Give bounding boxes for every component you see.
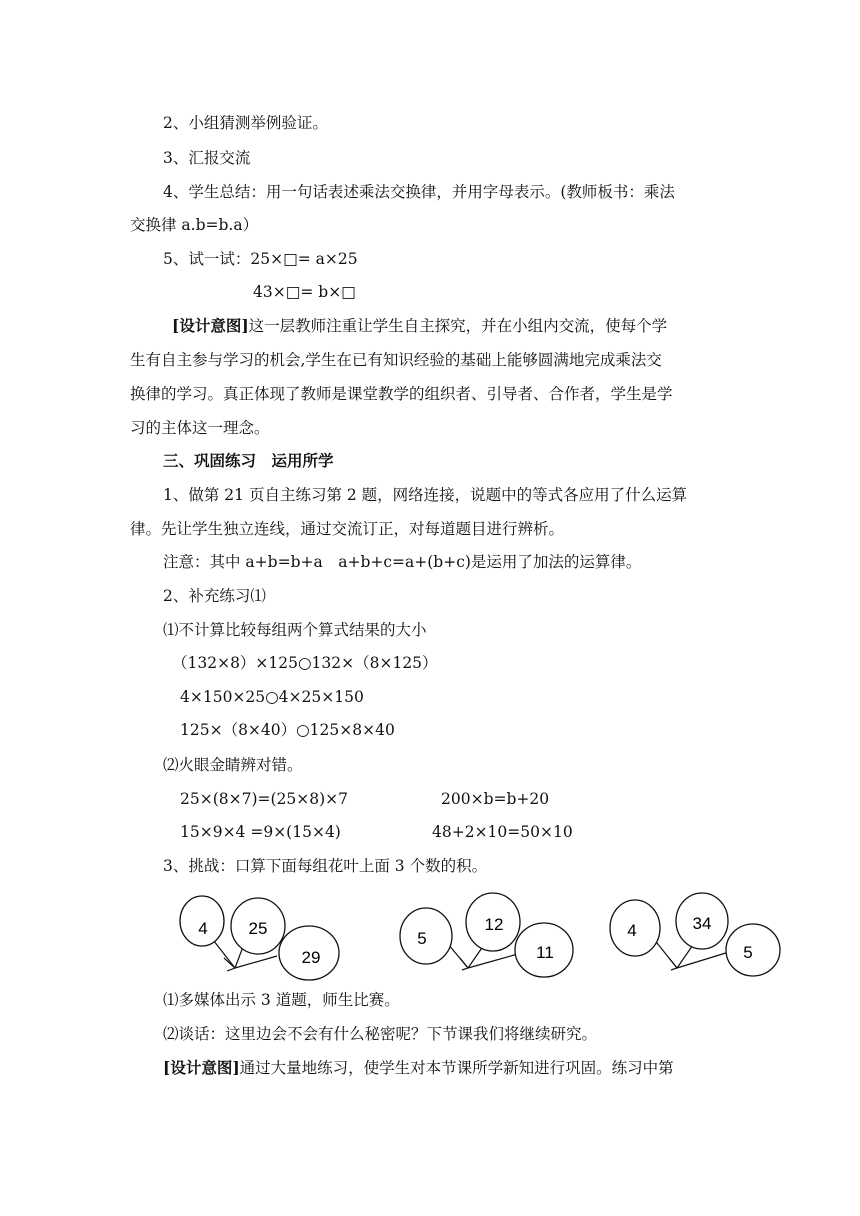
step-2: 2、小组猜测举例验证。 [163,114,328,132]
expr-5b: 48+2×10=50×10 [432,823,573,841]
question-2: ⑵谈话：这里边会不会有什么秘密呢？下节课我们将继续研究。 [163,1025,598,1043]
petal-number: 34 [692,914,712,933]
design-intent-1-line4: 习的主体这一理念。 [130,419,270,437]
design-intent-1-line2: 生有自主参与学习的机会,学生在已有知识经验的基础上能够圆满地完成乘法交 [130,351,662,369]
step-3: 3、汇报交流 [163,149,251,167]
practice-1-line2: 律。先让学生独立连线，通过交流订正，对每道题目进行辨析。 [130,520,565,538]
step-4-cont: 交换律 a.b=b.a） [130,216,259,234]
design-intent-1-line3: 换律的学习。真正体现了教师是课堂教学的组织者、引导者、合作者，学生是学 [130,385,673,403]
design-intent-tag: [设计意图] [172,316,249,335]
design-intent-text: 这一层教师注重让学生自主探究，并在小组内交流，使每个学 [248,317,668,335]
petal-number: 25 [248,919,268,938]
step-5: 5、试一试：25×□= a×25 [163,250,358,268]
flower-diagram-2 [398,886,578,986]
design-intent-text: 通过大量地练习，使学生对本节课所学新知进行巩固。练习中第 [239,1059,674,1077]
flower-diagram-3 [605,886,785,986]
petal-number: 12 [484,915,504,934]
expr-2: 4×150×25○4×25×150 [180,688,364,706]
step-5-line2: 43×□= b×□ [253,283,356,301]
section-heading: 三、巩固练习 运用所学 [163,451,334,470]
practice-2: 2、补充练习⑴ [163,587,266,605]
petal [726,924,780,976]
flower-diagram-1 [172,886,347,986]
practice-2-a: ⑴不计算比较每组两个算式结果的大小 [163,621,427,639]
practice-note: 注意：其中 a+b=b+a a+b+c=a+(b+c)是运用了加法的运算律。 [163,553,642,571]
expr-4b: 200×b=b+20 [441,790,550,808]
petal-number: 5 [417,929,427,948]
expr-3: 125×（8×40）○125×8×40 [180,721,395,739]
design-intent-tag: [设计意图] [163,1058,240,1077]
practice-2-b: ⑵火眼金睛辨对错。 [163,756,303,774]
expr-4a: 25×(8×7)=(25×8)×7 [180,790,349,808]
petal-number: 5 [743,943,753,962]
practice-1: 1、做第 21 页自主练习第 2 题，网络连接，说题中的等式各应用了什么运算 [163,486,688,504]
question-1: ⑴多媒体出示 3 道题，师生比赛。 [163,991,400,1009]
practice-3: 3、挑战：口算下面每组花叶上面 3 个数的积。 [163,857,488,875]
design-intent-1 [172,315,667,337]
expr-1: （132×8）×125○132×（8×125） [172,654,438,672]
petal-number: 11 [536,943,554,962]
petal-number: 29 [301,948,321,967]
expr-5a: 15×9×4 =9×(15×4) [180,823,341,841]
petal-number: 4 [627,921,637,940]
design-intent-2 [163,1057,674,1079]
step-4: 4、学生总结：用一句话表述乘法交换律，并用字母表示。(教师板书：乘法 [163,183,675,201]
petal-number: 4 [198,919,208,938]
